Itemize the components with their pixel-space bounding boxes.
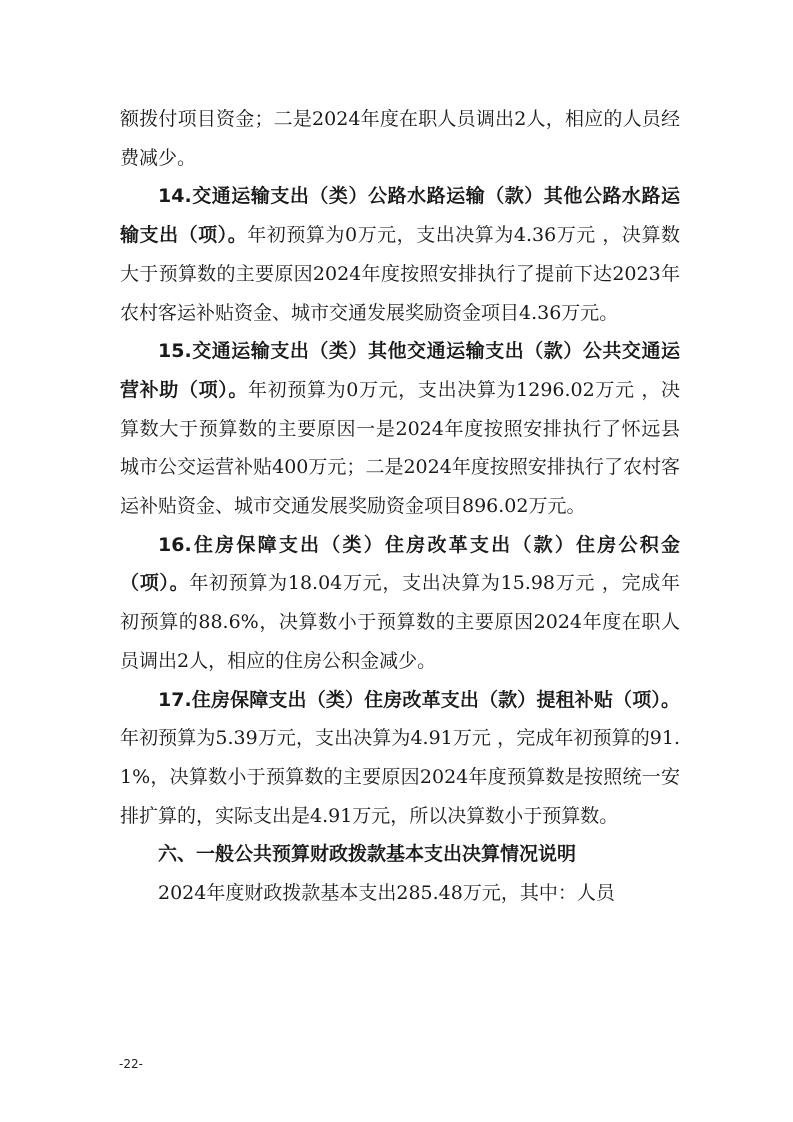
item-15-paragraph [120, 332, 680, 526]
item-14-body: 年初预算为0万元，支出决算为4.36万元 ，决算数大于预算数的主要原因2024年度按照安排执行了提前下达2023年农村客运补贴资金、城市交通发展奖励资金项目4.36万元。 [120, 224, 680, 324]
item-14-paragraph [120, 177, 680, 332]
document-body [120, 100, 680, 913]
section-heading: 六、一般公共预算财政拨款基本支出决算情况说明 [158, 843, 577, 866]
item-15-title: 15.交通运输支出（类）其他交通运输支出（款）公共交通运营补助（项）。 [120, 340, 680, 401]
item-17-paragraph [120, 681, 680, 836]
item-14-title: 14.交通运输支出（类）公路水路运输（款）其他公路水路运输支出（项）。 [120, 185, 680, 247]
item-16-body: 年初预算为18.04万元，支出决算为15.98万元 ，完成年初预算的88.6%，决算数小于预算数的主要原因2024年度在职人员调出2人，相应的住房公积金减少。 [120, 572, 680, 672]
section-body: 2024年度财政拨款基本支出285.48万元，其中：人员 [158, 882, 615, 905]
item-15-body: 年初预算为0万元，支出决算为1296.02万元 ，决算数大于预算数的主要原因一是2024年度按照安排执行了怀远县城市公交运营补贴400万元；二是2024年度按照安排执行了农村客运补贴资金、城市交通发展奖励资金项目896.02万元。 [120, 378, 680, 518]
page-number: -22- [119, 1057, 143, 1071]
item-16-title: 16.住房保障支出（类）住房改革支出（款）住房公积金（项）。 [120, 533, 680, 595]
item-17-body: 年初预算为5.39万元，支出决算为4.91万元 ，完成年初预算的91.1%，决算数小于预算数的主要原因2024年度预算数是按照统一安排扩算的，实际支出是4.91万元，所以决算数小于预算数。 [120, 727, 680, 827]
continuation-paragraph: 额拨付项目资金；二是2024年度在职人员调出2人，相应的人员经费减少。 [120, 108, 680, 169]
item-16-paragraph [120, 526, 680, 681]
item-17-title: 17.住房保障支出（类）住房改革支出（款）提租补贴（项）。 [158, 688, 680, 711]
